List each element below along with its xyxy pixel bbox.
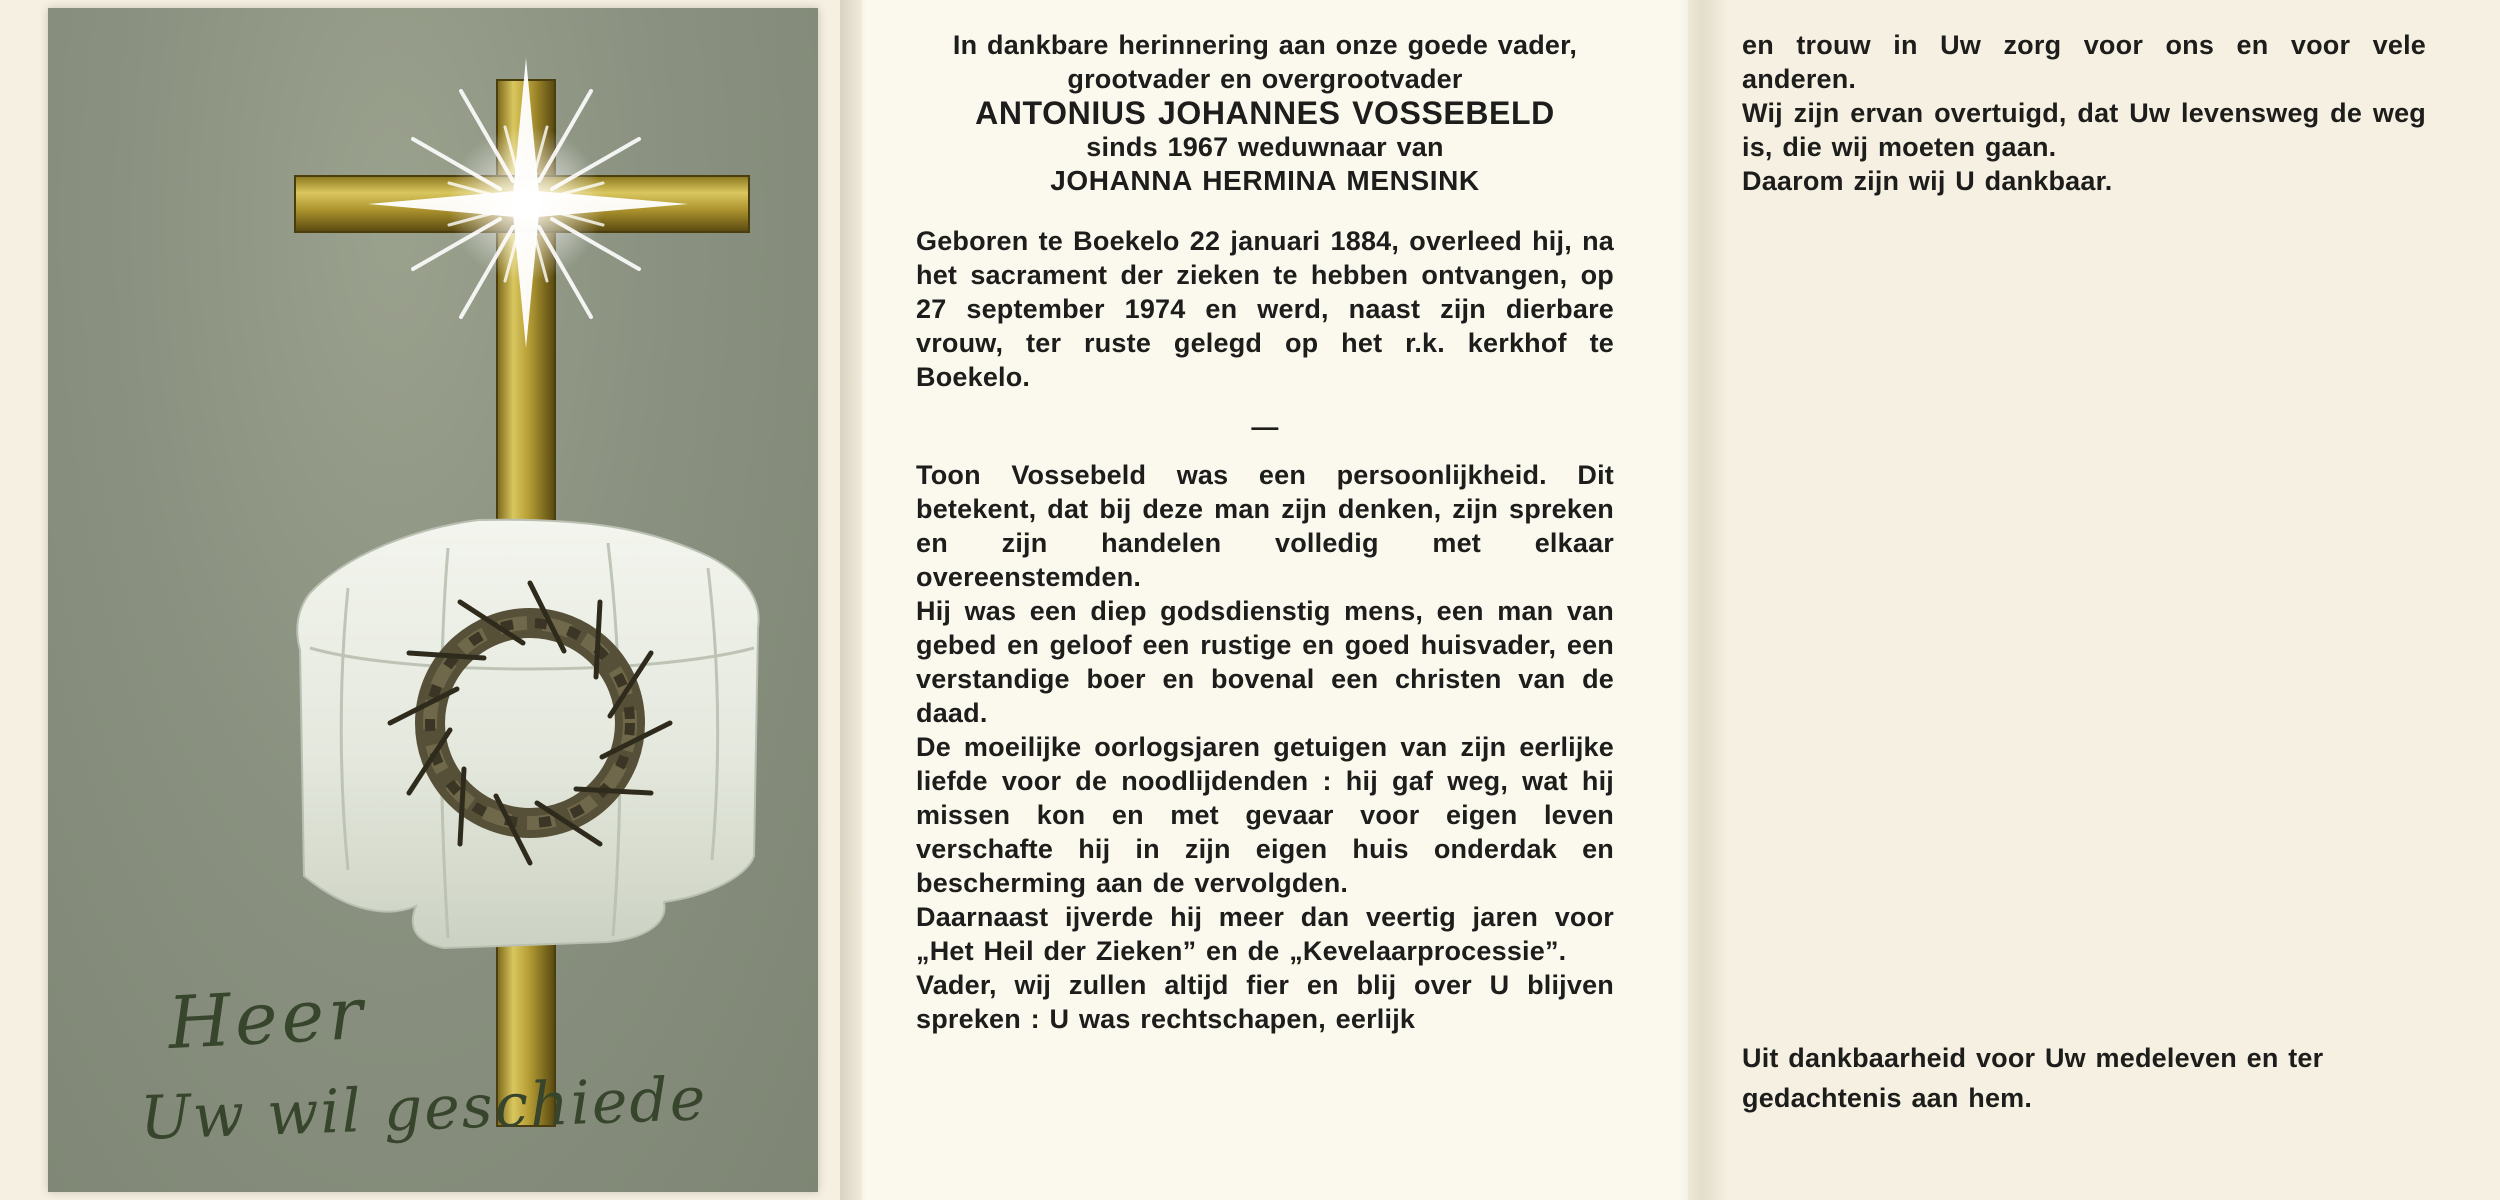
body-paragraph: Daarom zijn wij U dankbaar. bbox=[1742, 166, 2113, 196]
body-paragraph: Wij zijn ervan overtuigd, dat Uw levensweg de weg is, die wij moeten gaan. bbox=[1742, 98, 2426, 162]
center-column bbox=[916, 28, 1614, 1036]
card-fold-shadow bbox=[1680, 0, 1728, 1200]
widower-line: sinds 1967 weduwnaar van bbox=[1086, 132, 1444, 162]
left-panel bbox=[48, 8, 818, 1192]
cross-illustration bbox=[48, 8, 818, 1192]
prayer-line-2: Uw wil geschiede bbox=[138, 1064, 709, 1154]
panel-edge-shadow bbox=[840, 0, 866, 1200]
intro-line: In dankbare herinnering aan onze goede vader, grootvader en overgrootvader bbox=[952, 30, 1578, 94]
body-paragraph: Toon Vossebeld was een persoonlijkheid. Dit betekent, dat bij deze man zijn denken, zijn spreken en zijn handelen volledig met elkaar overeenstemden. bbox=[916, 460, 1614, 592]
wife-name: JOHANNA HERMINA MENSINK bbox=[1050, 165, 1480, 196]
body-paragraph: en trouw in Uw zorg voor ons en voor vele anderen. bbox=[1742, 30, 2426, 94]
section-divider: — bbox=[1251, 412, 1279, 442]
deceased-name: ANTONIUS JOHANNES VOSSEBELD bbox=[975, 95, 1555, 131]
right-column bbox=[1742, 28, 2426, 198]
lead-paragraph: Geboren te Boekelo 22 januari 1884, overleed hij, na het sacrament der zieken te hebben ontvangen, op 27 september 1974 en werd, naast zijn dierbare vrouw, ter ruste gelegd op het r.k. kerkhof te Boekelo. bbox=[916, 226, 1614, 392]
closing-paragraph: Uit dankbaarheid voor Uw medeleven en ter gedachtenis aan hem. bbox=[1742, 1043, 2324, 1113]
body-paragraph: De moeilijke oorlogsjaren getuigen van zijn eerlijke liefde voor de noodlijdenden : hij gaf weg, wat hij missen kon en met gevaar voor eigen leven verschafte hij in zijn eigen huis onderdak en bescherming aan de vervolgden. bbox=[916, 732, 1614, 898]
starburst-icon bbox=[368, 58, 688, 348]
body-paragraph: Daarnaast ijverde hij meer dan veertig jaren voor „Het Heil der Zieken” en de „Kevelaarprocessie”. bbox=[916, 902, 1614, 966]
body-paragraph: Hij was een diep godsdienstig mens, een man van gebed en geloof een rustige en goed huisvader, een verstandige boer en bovenal een christen van de daad. bbox=[916, 596, 1614, 728]
body-paragraph: Vader, wij zullen altijd fier en blij over U blijven spreken : U was rechtschapen, eerlijk bbox=[916, 970, 1614, 1034]
prayer-line-1: Heer bbox=[165, 970, 369, 1066]
